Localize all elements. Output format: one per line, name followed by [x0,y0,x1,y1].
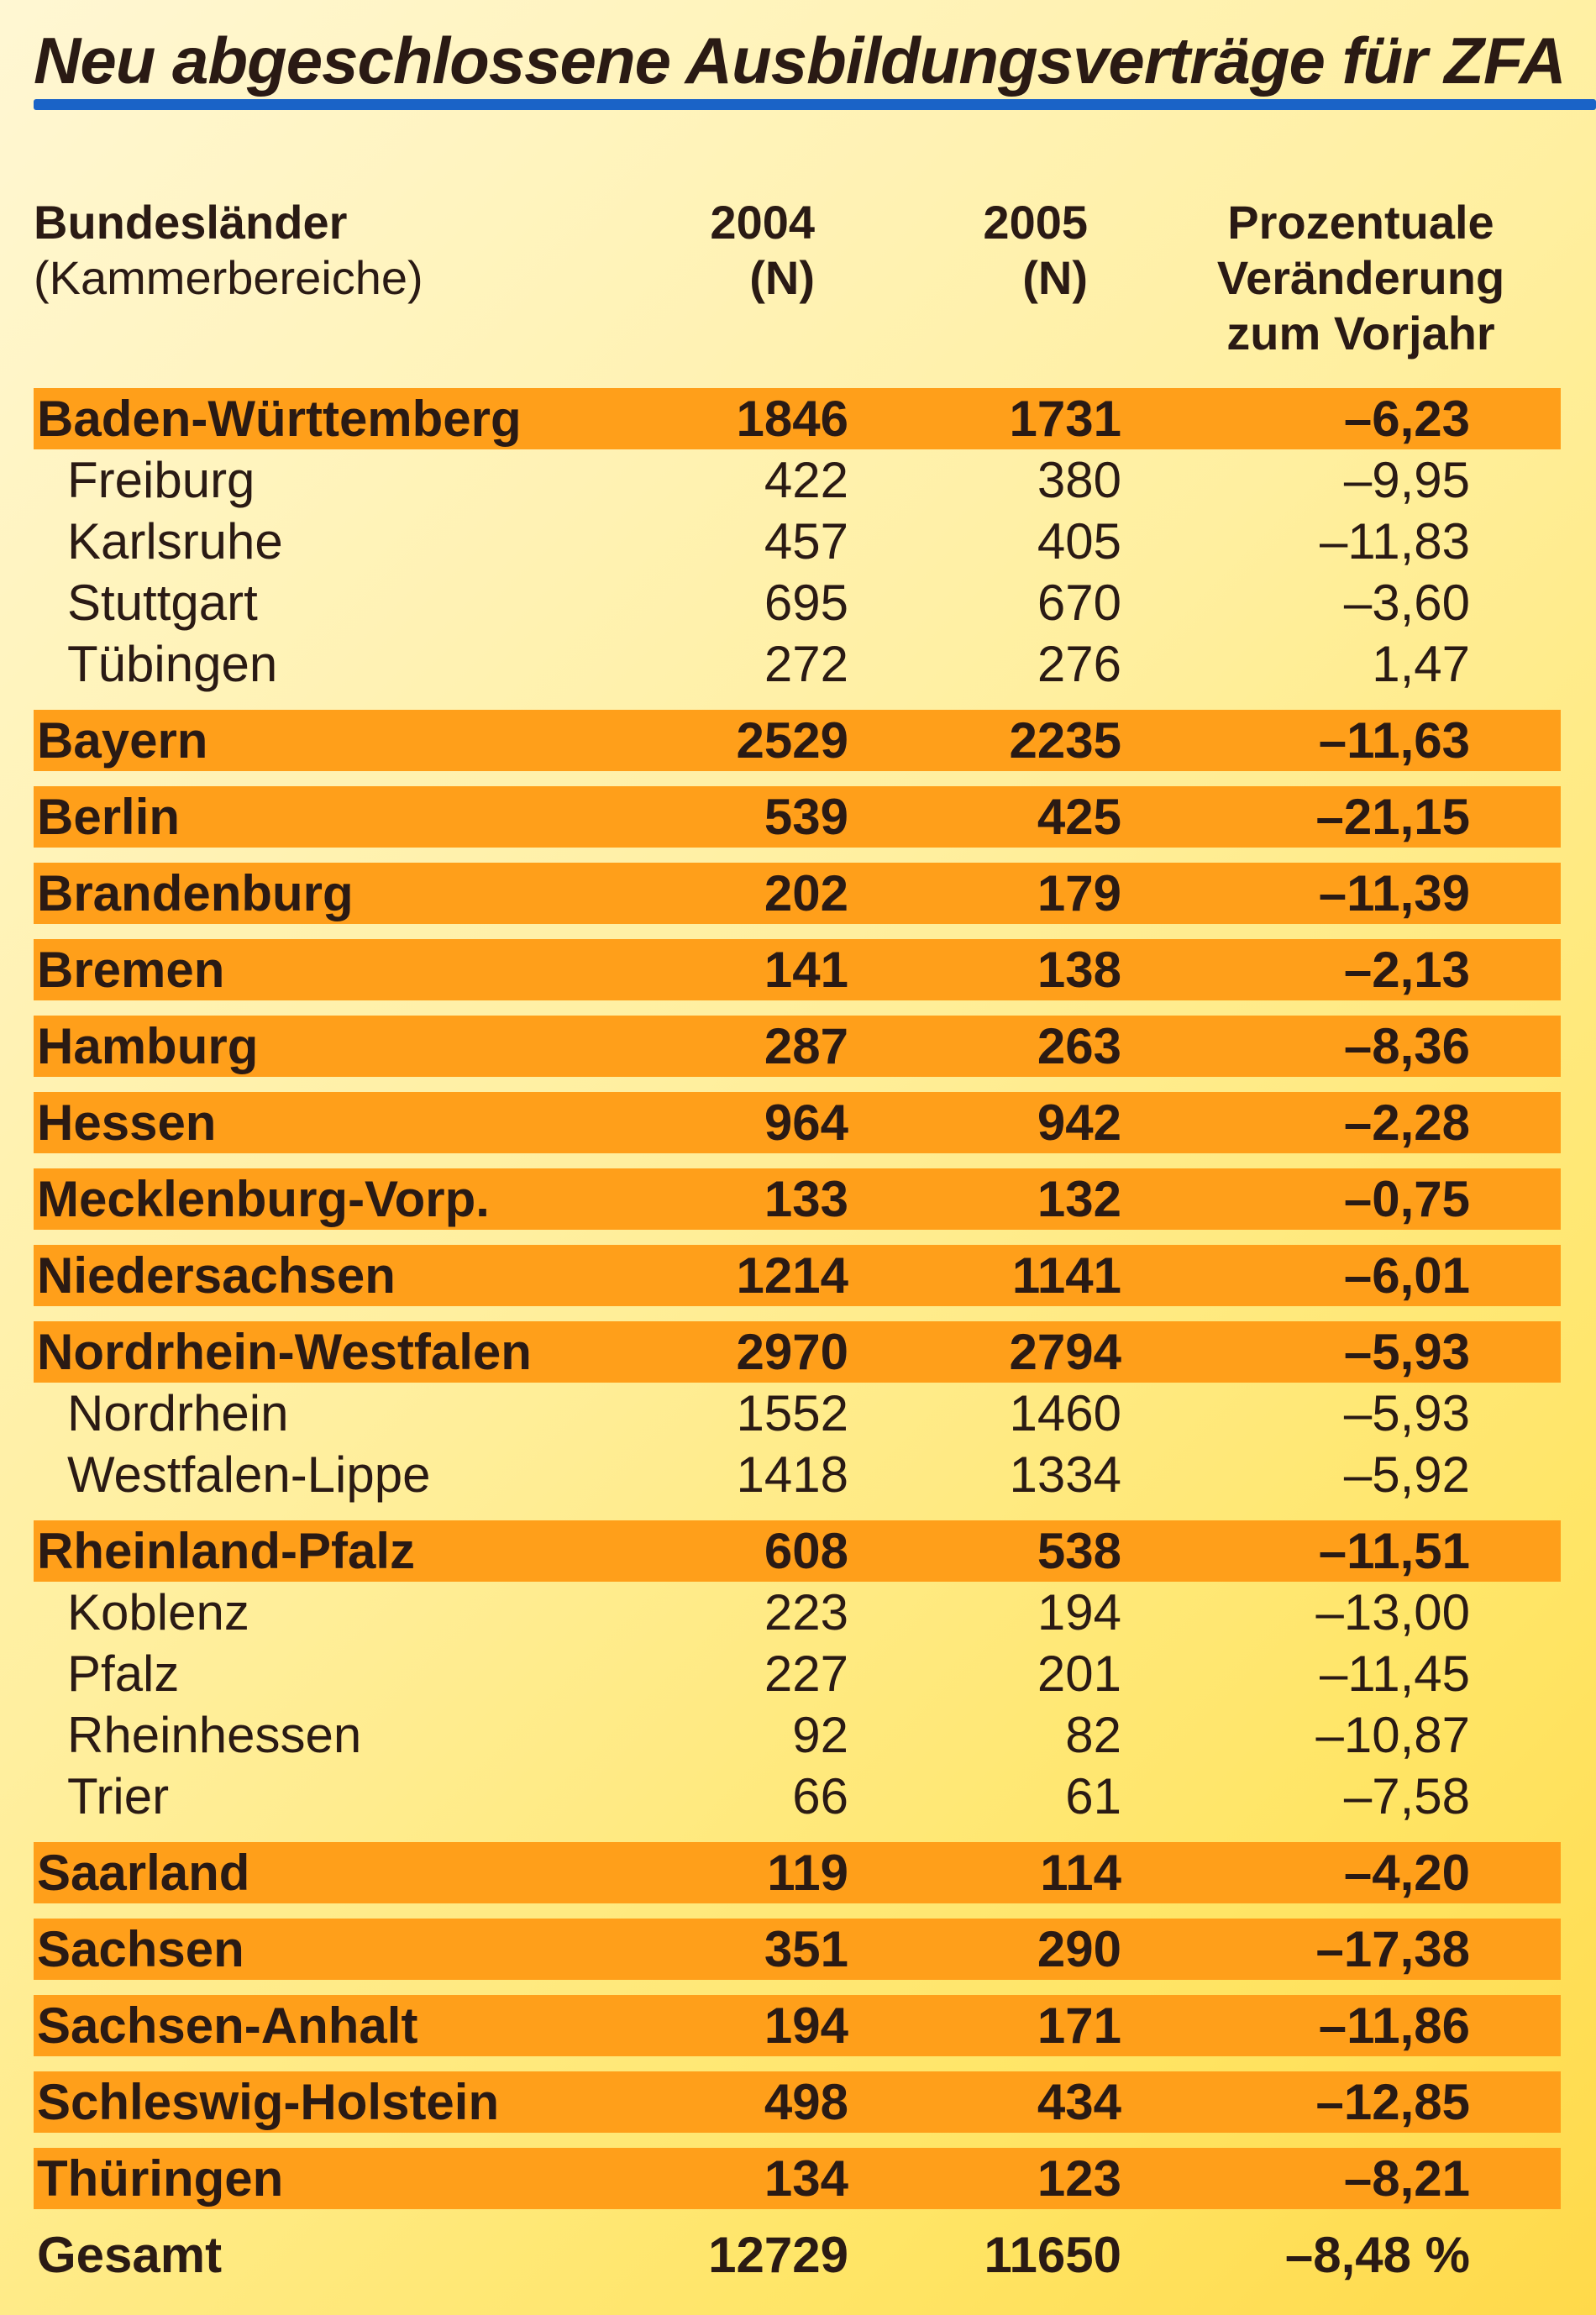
row-value-2005: 670 [1037,575,1121,631]
row-value-2004: 287 [764,1018,848,1074]
row-pct-change: –21,15 [1315,789,1470,845]
row-value-2004: 227 [764,1646,848,1702]
row-value-2004: 134 [764,2150,848,2207]
header-2004 [647,195,815,306]
row-pct-change: –11,51 [1318,1523,1470,1579]
table-row-sub [34,1643,1561,1704]
row-value-2004: 608 [764,1523,848,1579]
table-row-state [34,1245,1561,1306]
row-value-2004: 272 [764,636,848,692]
total-value-2004: 12729 [708,2227,848,2283]
table-title: Neu abgeschlossene Ausbildungsverträge für ZFA [34,24,1566,97]
table-row-state [34,786,1561,848]
table-row-sub [34,1704,1561,1766]
header-2005-line2: (N) [1022,251,1088,304]
row-name: Koblenz [67,1584,249,1640]
row-value-2004: 2529 [736,712,848,769]
row-name: Sachsen-Anhalt [37,1997,418,2054]
row-value-2005: 380 [1037,452,1121,508]
row-name: Sachsen [37,1921,244,1977]
row-value-2005: 1460 [1009,1385,1121,1441]
row-value-2005: 194 [1037,1584,1121,1640]
row-value-2005: 201 [1037,1646,1121,1702]
row-value-2004: 1552 [736,1385,848,1441]
row-value-2004: 223 [764,1584,848,1640]
row-pct-change: –11,63 [1318,712,1470,769]
row-pct-change: –9,95 [1343,452,1470,508]
row-pct-change: –3,60 [1343,575,1470,631]
row-value-2005: 123 [1037,2150,1121,2207]
header-prozent [1168,195,1554,361]
row-value-2004: 1214 [736,1247,848,1304]
table-row-sub [34,1582,1561,1643]
row-value-2005: 171 [1037,1997,1121,2054]
row-value-2004: 119 [767,1845,848,1901]
row-name: Brandenburg [37,865,354,921]
row-value-2005: 538 [1037,1523,1121,1579]
table-row-state [34,863,1561,924]
table-row-state [34,1168,1561,1230]
table-row-state [34,1016,1561,1077]
table-row-sub [34,1383,1561,1444]
row-value-2005: 290 [1037,1921,1121,1977]
row-value-2004: 498 [764,2074,848,2130]
row-pct-change: –6,23 [1343,391,1470,447]
row-pct-change: –5,93 [1343,1385,1470,1441]
table-row-total [34,2224,1561,2286]
header-bundeslaender [34,195,622,306]
row-name: Rheinland-Pfalz [37,1523,416,1579]
total-pct-change: –8,48 % [1284,2227,1470,2283]
row-name: Niedersachsen [37,1247,396,1304]
row-value-2004: 92 [792,1707,848,1763]
total-name: Gesamt [37,2227,223,2283]
row-value-2004: 2970 [736,1324,848,1380]
row-name: Westfalen-Lippe [67,1446,431,1503]
row-pct-change: –11,45 [1319,1646,1470,1702]
row-value-2004: 66 [792,1768,848,1824]
row-value-2005: 942 [1037,1095,1121,1151]
table-row-state [34,1092,1561,1153]
row-value-2005: 138 [1037,942,1121,998]
row-pct-change: –13,00 [1315,1584,1470,1640]
row-value-2005: 179 [1037,865,1121,921]
row-name: Mecklenburg-Vorp. [37,1171,490,1227]
header-2005 [920,195,1088,306]
row-value-2005: 61 [1065,1768,1121,1824]
row-name: Thüringen [37,2150,284,2207]
total-value-2005: 11650 [984,2227,1121,2283]
row-value-2005: 425 [1037,789,1121,845]
row-pct-change: –11,39 [1318,865,1470,921]
row-pct-change: 1,47 [1372,636,1470,692]
row-name: Schleswig-Holstein [37,2074,500,2130]
row-pct-change: –7,58 [1343,1768,1470,1824]
header-pct-line2: Veränderung [1216,251,1505,304]
row-value-2004: 695 [764,575,848,631]
row-name: Nordrhein [67,1385,289,1441]
row-value-2004: 1846 [736,391,848,447]
row-value-2005: 82 [1065,1707,1121,1763]
row-value-2005: 434 [1037,2074,1121,2130]
table-row-state [34,2071,1561,2133]
row-name: Tübingen [67,636,278,692]
table-row-state [34,1321,1561,1383]
table-row-state [34,388,1561,449]
row-value-2004: 964 [764,1095,848,1151]
row-pct-change: –5,92 [1343,1446,1470,1503]
table-row-state [34,1842,1561,1903]
table-row-state [34,1995,1561,2056]
row-pct-change: –11,86 [1318,1997,1470,2054]
table-row-state [34,1520,1561,1582]
row-name: Hamburg [37,1018,259,1074]
header-name-line2: (Kammerbereiche) [34,251,423,304]
row-pct-change: –5,93 [1343,1324,1470,1380]
row-name: Rheinhessen [67,1707,362,1763]
row-value-2005: 114 [1040,1845,1121,1901]
table-row-sub [34,511,1561,572]
row-value-2005: 405 [1037,513,1121,570]
row-name: Baden-Württemberg [37,391,522,447]
row-pct-change: –10,87 [1315,1707,1470,1763]
row-value-2005: 132 [1037,1171,1121,1227]
row-value-2004: 1418 [736,1446,848,1503]
row-name: Freiburg [67,452,255,508]
table-row-sub [34,449,1561,511]
row-name: Bayern [37,712,208,769]
row-value-2004: 422 [764,452,848,508]
row-name: Saarland [37,1845,250,1901]
row-name: Trier [67,1768,170,1824]
row-name: Pfalz [67,1646,180,1702]
row-value-2005: 276 [1037,636,1121,692]
row-pct-change: –0,75 [1343,1171,1470,1227]
row-value-2004: 539 [764,789,848,845]
row-name: Nordrhein-Westfalen [37,1324,532,1380]
row-value-2004: 202 [764,865,848,921]
row-value-2005: 1334 [1009,1446,1121,1503]
header-pct-line1: Prozentuale [1227,196,1494,249]
header-name-line1: Bundesländer [34,196,348,249]
row-name: Karlsruhe [67,513,283,570]
row-name: Stuttgart [67,575,258,631]
table-row-state [34,710,1561,771]
row-pct-change: –4,20 [1343,1845,1470,1901]
row-pct-change: –12,85 [1315,2074,1470,2130]
row-pct-change: –2,13 [1343,942,1470,998]
row-pct-change: –17,38 [1315,1921,1470,1977]
row-name: Bremen [37,942,225,998]
row-value-2004: 141 [764,942,848,998]
row-value-2004: 457 [764,513,848,570]
row-pct-change: –6,01 [1343,1247,1470,1304]
row-value-2004: 351 [764,1921,848,1977]
table-row-sub [34,1766,1561,1827]
row-value-2005: 1731 [1009,391,1121,447]
row-name: Berlin [37,789,181,845]
row-value-2005: 2235 [1009,712,1121,769]
row-pct-change: –2,28 [1343,1095,1470,1151]
row-value-2004: 194 [764,1997,848,2054]
row-pct-change: –11,83 [1319,513,1470,570]
header-pct-line3: zum Vorjahr [1226,307,1495,360]
title-underline [34,99,1596,110]
row-pct-change: –8,21 [1343,2150,1470,2207]
row-value-2005: 263 [1037,1018,1121,1074]
row-pct-change: –8,36 [1343,1018,1470,1074]
header-2004-line1: 2004 [710,196,815,249]
row-value-2005: 2794 [1009,1324,1121,1380]
table-row-sub [34,572,1561,633]
table-row-state [34,2148,1561,2209]
table-row-state [34,1919,1561,1980]
row-name: Hessen [37,1095,217,1151]
header-2004-line2: (N) [749,251,815,304]
table-row-sub [34,633,1561,695]
row-value-2005: 1141 [1011,1247,1121,1304]
table-row-state [34,939,1561,1000]
row-value-2004: 133 [764,1171,848,1227]
header-2005-line1: 2005 [983,196,1088,249]
table-row-sub [34,1444,1561,1505]
